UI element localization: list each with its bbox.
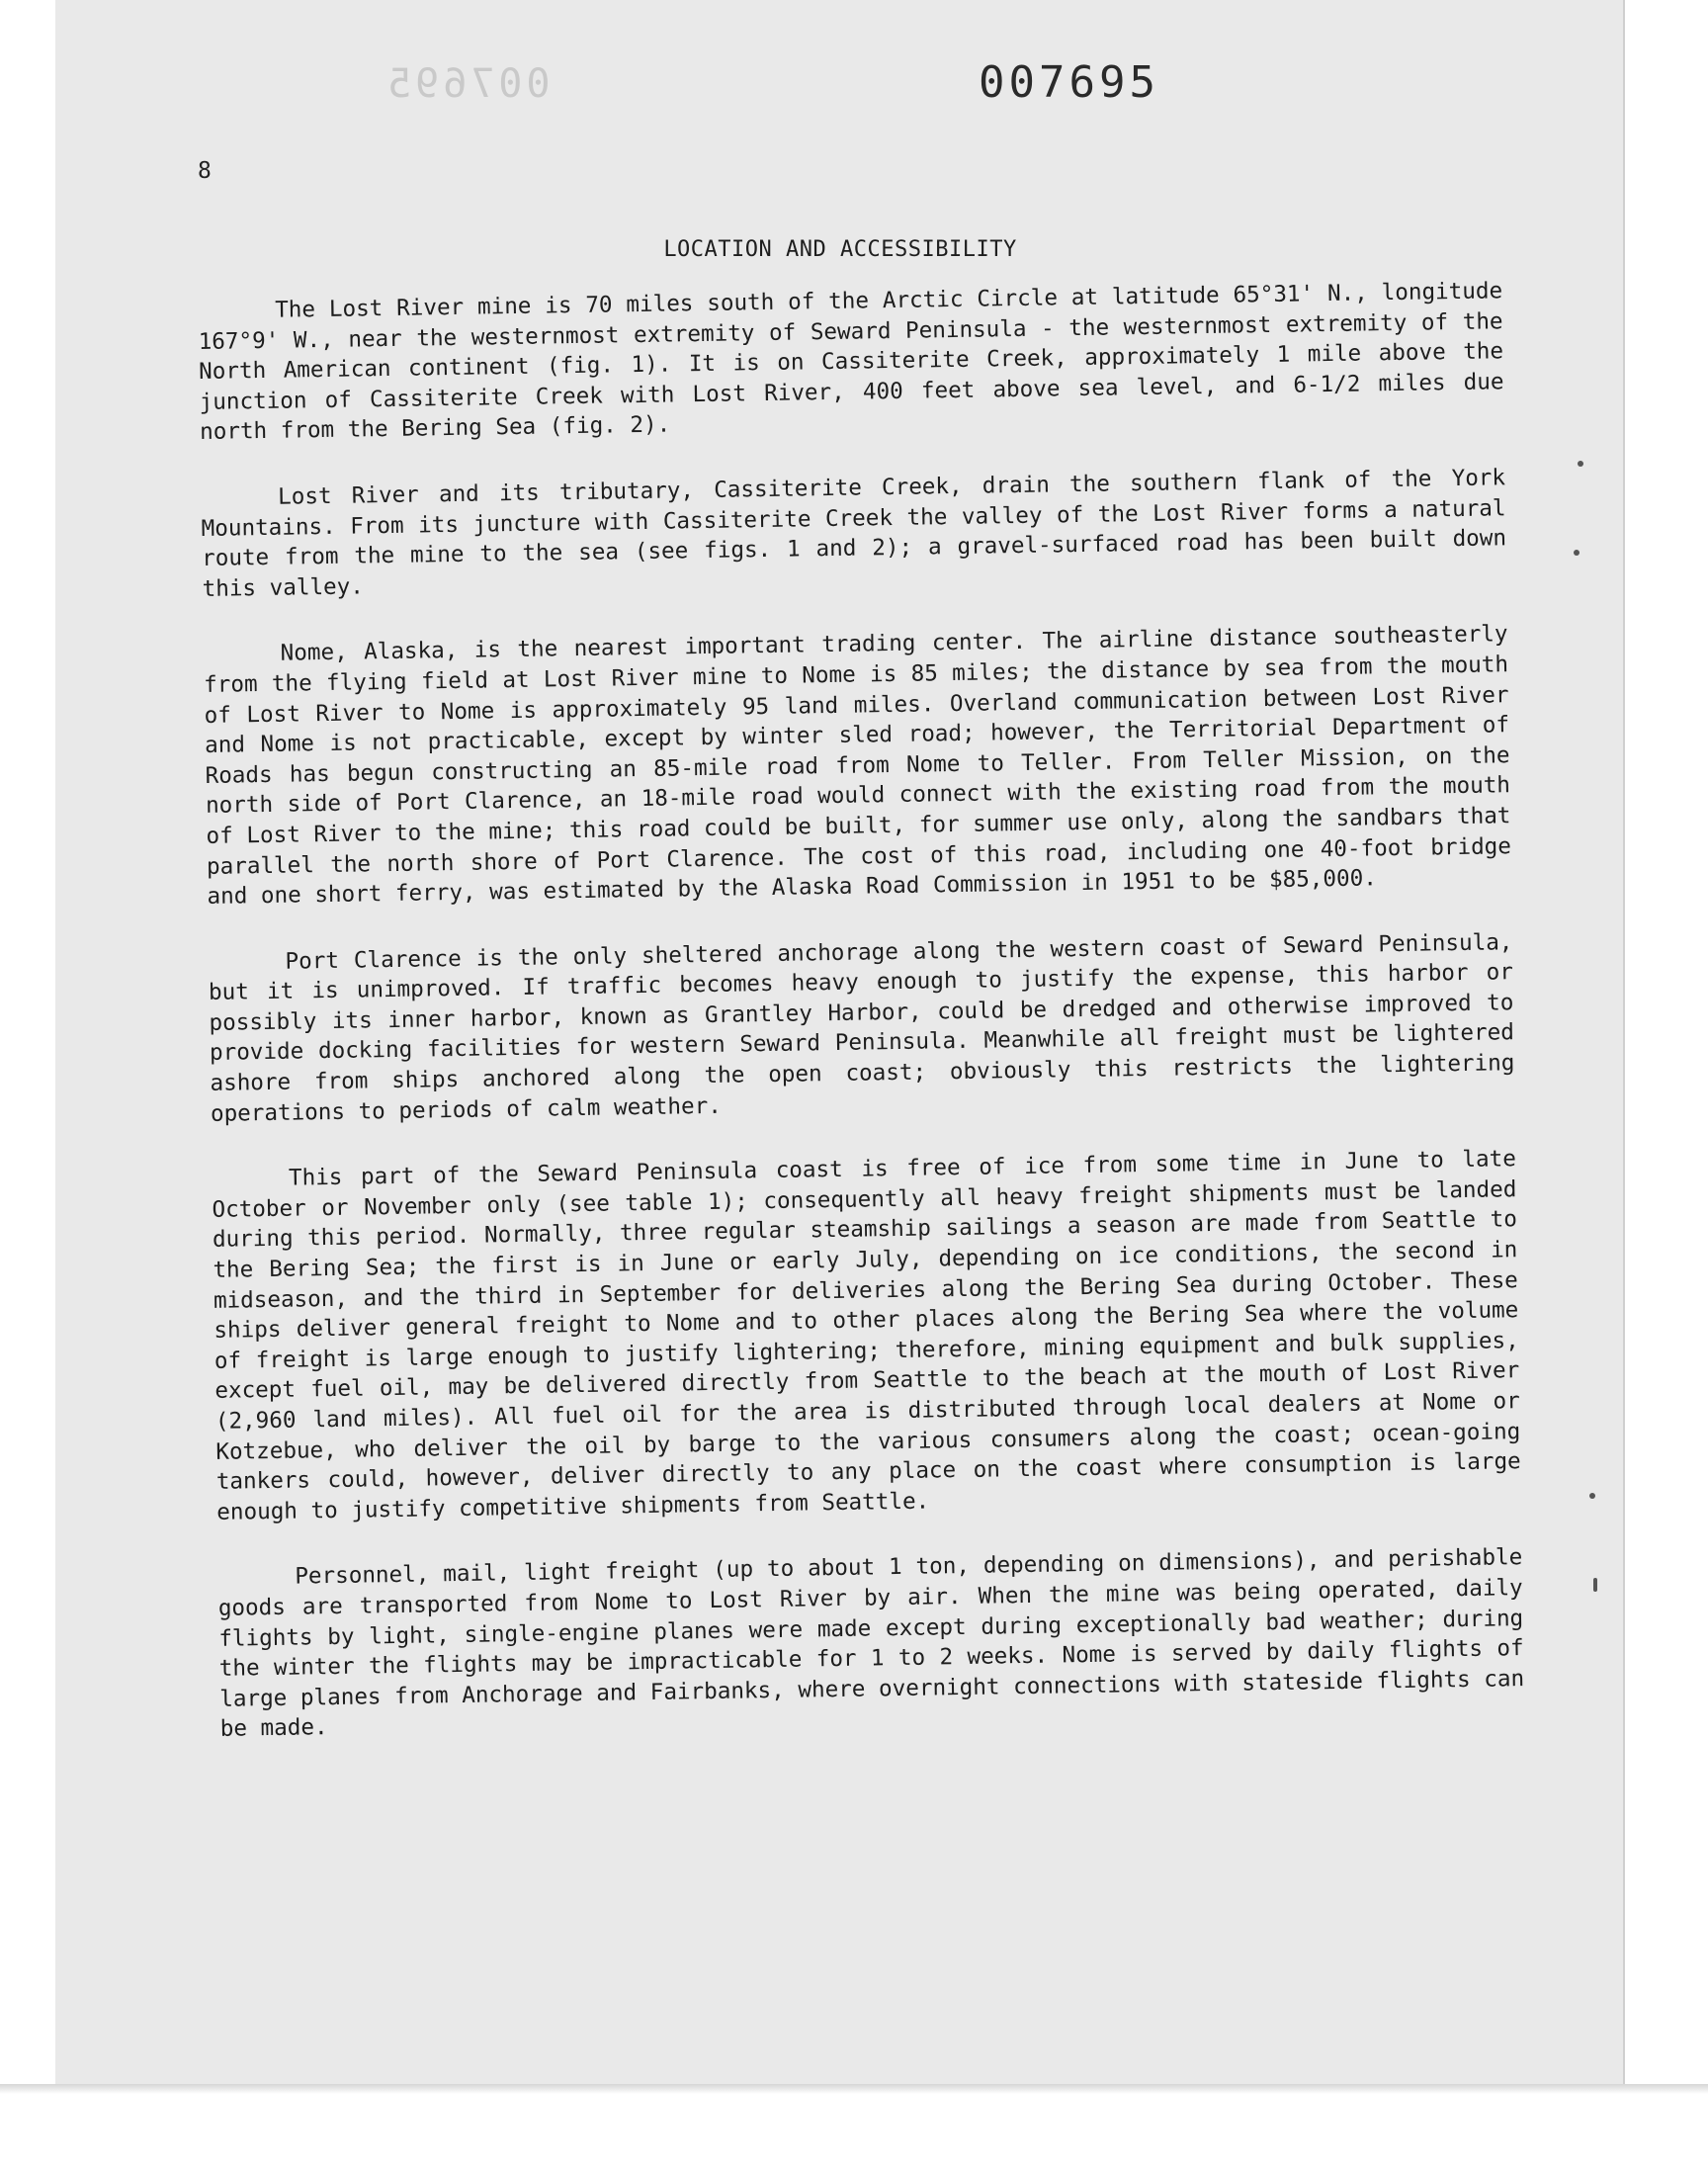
paragraph-air-transport: Personnel, mail, light freight (up to about 1 ton, depending on dimensions), and perishable goods are transported from Nome to Lost River by air. When the mine was being operated, daily flights by light, single-engine planes were made except during exceptionally bad weather; during the winter the flights may be impracticable for 1 to 2 weeks. Nome is served by daily flights of large planes from Anchorage and Fairbanks, where overnight connections with stateside flights can be made. <box>217 1544 1525 1743</box>
paragraph-port-clarence: Port Clarence is the only sheltered anchorage along the western coast of Seward Peninsula, but it is unimproved. If traffic becomes heavy enough to justify the expense, this harbor or possibly its inner harbor, known as Grantley Harbor, could be dredged and otherwise improved to provide docking facilities for western Seward Peninsula. Meanwhile all freight must be lightered ashore from ships anchored along the open coast; obviously this restricts the lightering operations to periods of calm weather. <box>208 928 1515 1127</box>
scan-speck <box>1589 1493 1595 1499</box>
paragraph-drainage: Lost River and its tributary, Cassiterite Creek, drain the southern flank of the York Mountains. From its juncture with Cassiterite Creek the valley of the Lost River forms a natural route from the mine to the sea (see figs. 1 and 2); a gravel-surfaced road has been built down this valley. <box>201 465 1507 602</box>
paragraph-nome: Nome, Alaska, is the nearest important trading center. The airline distance southeasterly from the flying field at Lost River mine to Nome is 85 miles; the distance by sea from the mouth of Lost River to Nome is approximately 95 land miles. Overland communication between Lost River and Nome is not practicable, except by winter sled road; however, the Territorial Department of Roads has begun constructing an 85-mile road from Nome to Teller. From Teller Mission, on the north side of Port Clarence, an 18-mile road would connect with the existing road from the mouth of Lost River to the mine; this road could be built, for summer use only, along the sandbars that parallel the north shore of Port Clarence. The cost of this road, including one 40-foot bridge and one short ferry, was estimated by the Alaska Road Commission in 1951 to be $85,000. <box>203 621 1512 911</box>
body-text <box>198 276 1525 1780</box>
paragraph-shipping-season: This part of the Seward Peninsula coast is free of ice from some time in June to late October or November only (see table 1); consequently all heavy freight shipments must be landed during this period. Normally, three regular steamship sailings a season are made from Seattle to the Bering Sea; the first is in June or early July, depending on ice conditions, the second in midseason, and the third in September for deliveries along the Bering Sea during October. These ships deliver general freight to Nome and to other places along the Bering Sea where the volume of freight is large enough to justify lightering; therefore, mining equipment and bulk supplies, except fuel oil, may be delivered directly from Seattle to the beach at the mouth of Lost River (2,960 land miles). All fuel oil for the area is distributed through local dealers at Nome or Kotzebue, who deliver the oil by barge to the various consumers along the coast; ocean-going tankers could, however, deliver directly to any place on the coast where consumption is large enough to justify competitive shipments from Seattle. <box>212 1146 1521 1525</box>
section-heading: LOCATION AND ACCESSIBILITY <box>663 237 1017 262</box>
scan-speck <box>1578 461 1583 467</box>
stamp-number: 007695 <box>979 57 1159 108</box>
scan-speck <box>1593 1578 1597 1592</box>
page-number: 8 <box>198 158 212 184</box>
paragraph-location: The Lost River mine is 70 miles south of the Arctic Circle at latitude 65°31' N., longitude 167°9' W., near the westernmost extremity of Seward Peninsula - the westernmost extremity of the North American continent (fig. 1). It is on Cassiterite Creek, approximately 1 mile above the junction of Cassiterite Creek with Lost River, 400 feet above sea level, and 6-1/2 miles due north from the Bering Sea (fig. 2). <box>198 278 1504 446</box>
page-edge-shadow <box>0 2084 1708 2094</box>
scan-speck <box>1574 550 1580 556</box>
bleed-through-stamp-number: 007695 <box>384 61 551 107</box>
